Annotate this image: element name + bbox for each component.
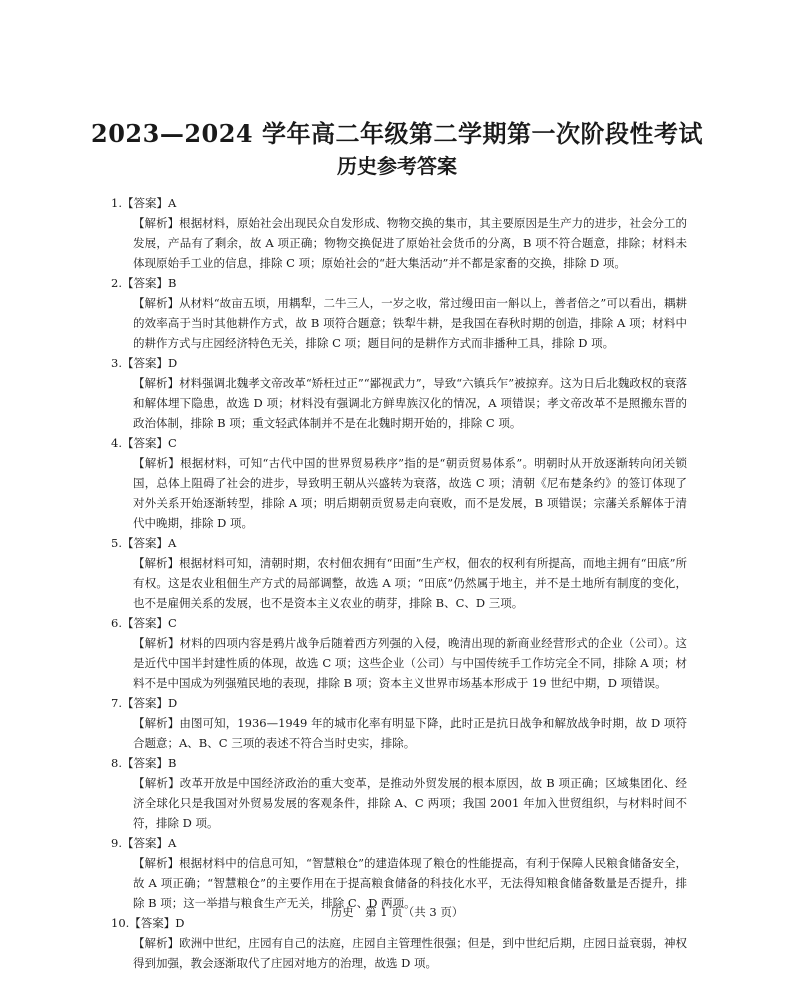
answer-label xyxy=(111,693,681,713)
analysis-text: 【解析】由图可知，1936—1949 年的城市化率有明显下降，此时正是抗日战争和解放战争时期，故 D 项符合题意；A、B、C 三项的表述不符合当时史实，排除。 xyxy=(133,716,687,750)
answer-item xyxy=(111,273,687,353)
question-number: 8. xyxy=(111,756,122,770)
question-number: 10. xyxy=(111,916,130,930)
question-number: 3. xyxy=(111,356,122,370)
answer-choice: 【答案】B xyxy=(121,756,177,770)
analysis-text: 【解析】改革开放是中国经济政治的重大变革，是推动外贸发展的根本原因，故 B 项正确；区域集团化、经济全球化只是我国对外贸易发展的客观条件，排除 A、C 两项；我国 2001 年加入世贸组织，与材料时间不符，排除 D 项。 xyxy=(133,776,687,830)
analysis-text: 【解析】根据材料可知，清朝时期，农村佃农拥有“田面”生产权，佃农的权利有所提高，而地主拥有“田底”所有权。这是农业租佃生产方式的局部调整，故选 A 项；“田底”仍然属于地主，并不是土地所有制度的变化，也不是雇佣关系的发展，也不是资本主义农业的萌芽，排除 B、C、D 三项。 xyxy=(133,556,687,610)
analysis-text: 【解析】材料的四项内容是鸦片战争后随着西方列强的入侵，晚清出现的新商业经营形式的企业（公司）。这是近代中国半封建性质的体现，故选 C 项；这些企业（公司）与中国传统手工作坊完全不同，排除 A 项；材料不是中国成为列强殖民地的表现，排除 B 项；资本主义世界市场基本形成于 19 世纪中期，D 项错误。 xyxy=(133,636,687,690)
analysis-text: 【解析】根据材料，可知“古代中国的世界贸易秩序”指的是“朝贡贸易体系”。明朝时从开放逐渐转向闭关锁国，总体上阻碍了社会的进步，导致明王朝从兴盛转为衰落，故选 C 项；清朝《尼布楚条约》的签订体现了对外关系开始逐渐转型，排除 A 项；明后期朝贡贸易走向衰败，而不是发展，B 项错误；宗藩关系解体于清代中晚期，排除 D 项。 xyxy=(133,456,687,530)
question-number: 2. xyxy=(111,276,122,290)
page-footer: 历史 第 1 页（共 3 页） xyxy=(330,905,464,919)
answer-item xyxy=(111,193,687,273)
answer-label xyxy=(111,193,681,213)
answer-item xyxy=(111,913,687,973)
answer-item xyxy=(111,693,687,753)
analysis-text: 【解析】欧洲中世纪，庄园有自己的法庭，庄园自主管理性很强；但是，到中世纪后期，庄园日益衰弱，神权得到加强，教会逐渐取代了庄园对地方的治理，故选 D 项。 xyxy=(133,936,687,970)
question-number: 4. xyxy=(111,436,122,450)
question-number: 9. xyxy=(111,836,122,850)
answer-label xyxy=(111,433,681,453)
answer-choice: 【答案】B xyxy=(121,276,177,290)
question-number: 6. xyxy=(111,616,122,630)
answer-choice: 【答案】D xyxy=(129,916,185,930)
analysis-text: 【解析】根据材料，原始社会出现民众自发形成、物物交换的集市，其主要原因是生产力的进步，社会分工的发展，产品有了剩余，故 A 项正确；物物交换促进了原始社会货币的分离，B 项不符合题意，排除；材料未体现原始手工业的信息，排除 C 项；原始社会的“赶大集活动”并不都是家畜的交换，排除 D 项。 xyxy=(133,216,687,270)
answer-choice: 【答案】A xyxy=(121,196,177,210)
analysis-text: 【解析】从材料“故亩五顷，用耦犁，二牛三人，一岁之收，常过缦田亩一斛以上，善者倍之”可以看出，耦耕的效率高于当时其他耕作方式，故 B 项符合题意；铁犁牛耕，是我国在春秋时期的创造，排除 A 项；材料中的耕作方式与庄园经济特色无关，排除 C 项；题目问的是耕作方式而非播种工具，排除 D 项。 xyxy=(133,296,687,350)
answer-item xyxy=(111,533,687,613)
answer-choice: 【答案】A xyxy=(121,836,177,850)
question-number: 7. xyxy=(111,696,122,710)
answer-item xyxy=(111,433,687,533)
answer-item xyxy=(111,753,687,833)
answer-item xyxy=(111,833,687,913)
page-subtitle: 历史参考答案 xyxy=(337,154,457,178)
answer-label xyxy=(111,353,681,373)
answer-label xyxy=(111,753,681,773)
answer-label xyxy=(111,273,681,293)
answer-item xyxy=(111,613,687,693)
page-title: 2023—2024 学年高二年级第二学期第一次阶段性考试 xyxy=(91,119,703,148)
answer-choice: 【答案】D xyxy=(121,696,178,710)
question-number: 1. xyxy=(111,196,122,210)
answer-choice: 【答案】C xyxy=(121,616,177,630)
analysis-text: 【解析】材料强调北魏孝文帝改革“矫枉过正”“鄙视武力”，导致“六镇兵乍”被掠弃。这为日后北魏政权的衰落和解体埋下隐患，故选 D 项；材料没有强调北方鲜卑族汉化的情况，A 项错误；孝文帝改革不是照搬东晋的政治体制，排除 B 项；重文轻武体制并不是在北魏时期开始的，排除 C 项。 xyxy=(133,376,687,430)
answer-choice: 【答案】C xyxy=(121,436,177,450)
answer-label xyxy=(111,833,681,853)
answer-item xyxy=(111,353,687,433)
question-number: 5. xyxy=(111,536,122,550)
answer-label xyxy=(111,613,681,633)
answer-choice: 【答案】A xyxy=(121,536,177,550)
answer-choice: 【答案】D xyxy=(121,356,178,370)
analysis-text: 【解析】根据材料中的信息可知，“智慧粮仓”的建造体现了粮仓的性能提高，有利于保障人民粮食储备安全，故 A 项正确；“智慧粮仓”的主要作用在于提高粮食储备的科技化水平，无法得知粮食储备数量是否提升，排除 B 项；这一举措与粮食生产无关，排除 C、D 两项。 xyxy=(133,856,687,910)
answer-list xyxy=(111,193,687,973)
answer-label xyxy=(111,533,681,553)
